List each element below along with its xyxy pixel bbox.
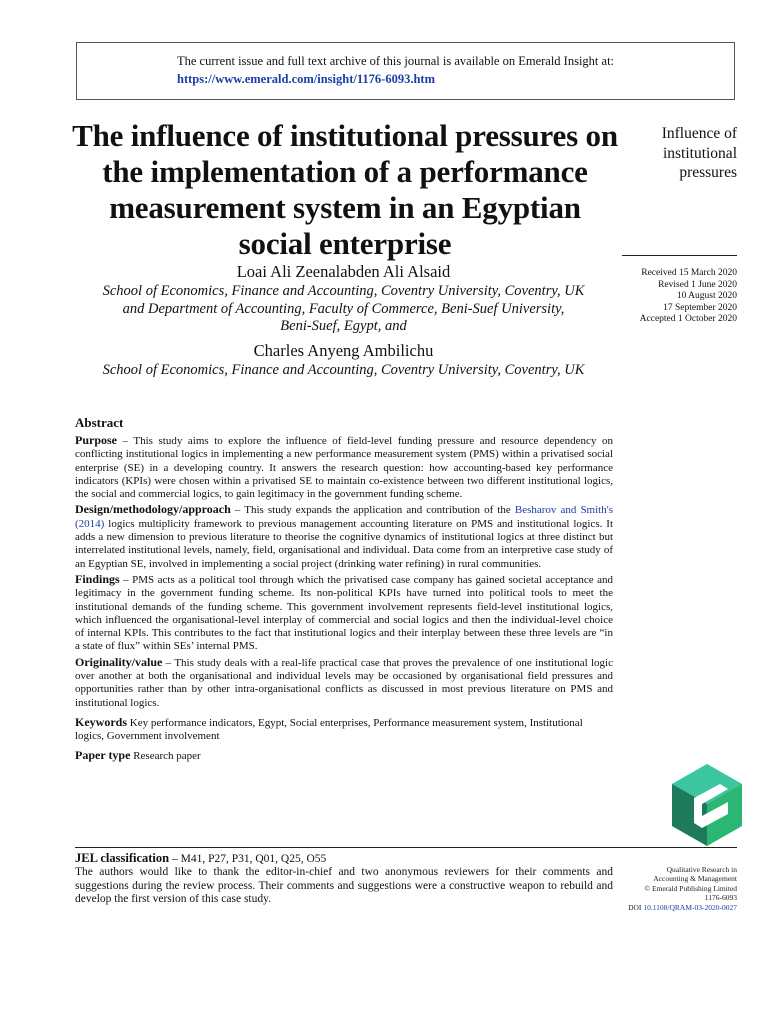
- affiliation-line: and Department of Accounting, Faculty of Commerce, Beni-Suef University,: [122, 300, 565, 317]
- jel-codes: – M41, P27, P31, Q01, Q25, O55: [169, 853, 327, 865]
- abstract-findings: [75, 573, 613, 654]
- keywords: [75, 716, 613, 744]
- abstract-section: [75, 415, 613, 765]
- archive-notice-box: [76, 42, 735, 100]
- acknowledgement: The authors would like to thank the editor-in-chief and two anonymous reviewers for their comments and suggestions during the review process. Their comments and suggestions were a constructive weapon to rebuild and develop the first version of this case study.: [75, 866, 613, 906]
- footer-divider: [75, 847, 737, 848]
- journal-copyright: © Emerald Publishing Limited: [644, 883, 737, 893]
- author-name: Loai Ali Zeenalabden Ali Alsaid: [236, 262, 451, 281]
- date-received: Received 15 March 2020: [641, 268, 737, 278]
- affiliation-line: School of Economics, Finance and Accounting, Coventry University, Coventry, UK: [102, 283, 585, 299]
- journal-issn: 1176-6093: [704, 893, 737, 903]
- date-revised: 10 August 2020: [676, 291, 737, 301]
- jel-section: [75, 852, 613, 907]
- journal-doi: [612, 903, 737, 912]
- side-divider: [622, 255, 737, 256]
- section-label: JEL classification: [75, 851, 170, 865]
- affiliation-line: Beni-Suef, Egypt, and: [280, 318, 407, 334]
- running-title-line: pressures: [679, 164, 737, 181]
- archive-notice-text: The current issue and full text archive of this journal is available on Emerald Insight at:: [177, 54, 615, 68]
- journal-name: Qualitative Research in: [666, 865, 737, 874]
- author-name: Charles Anyeng Ambilichu: [253, 341, 434, 360]
- abstract-design: [75, 503, 613, 570]
- citation-link[interactable]: Besharov and Smith's (2014): [75, 504, 613, 530]
- paper-type: [75, 749, 613, 763]
- author-affiliation: [70, 283, 617, 336]
- section-text: – PMS acts as a political tool through which the privatised case company has gained societal acceptance and legitimacy in the government funding scheme. Its non-political KPIs have turned into political tools to meet the institutional demands of the funding scheme. This government involvement represents field-level institutional logics, which influenced the organisational-level interplay of commercial and social logics and then the individual-level choice of internal KPIs. This contributes to the fact that institutional logics and their interplay between these three levels are “in a state of flux” within SEs’ internal PMS.: [75, 573, 613, 653]
- abstract-purpose: [75, 434, 613, 501]
- author-affiliation: [70, 362, 617, 380]
- section-text: Key performance indicators, Egypt, Social enterprises, Performance measurement system, Institutional logics, Government involvement: [75, 716, 583, 743]
- section-label: Findings: [75, 571, 120, 586]
- jel-classification: [75, 852, 613, 866]
- doi-label: DOI: [628, 902, 644, 912]
- section-text: logics multiplicity framework to previous management accounting literature on PMS and institutional logics. It adds a new dimension to previous literature to theorise the cognitive dynamics of institutional logics at three distinct but interrelated institutional levels, namely, field, organisational and individual. Data come from an interpretive case study of an Egyptian SE, involved in implementing a social project (drinking water refining) in rural communities.: [75, 517, 613, 570]
- doi-link[interactable]: 10.1108/QRAM-03-2020-0027: [643, 902, 737, 912]
- section-label: Originality/value: [75, 654, 163, 669]
- section-text: Research paper: [130, 749, 201, 762]
- section-text: – This study expands the application and contribution of the: [230, 504, 515, 517]
- section-text: – This study aims to explore the influence of field-level funding pressure and resource dependency on conflicting institutional logics in implementing a new performance measurement system (PMS) within a privatised social enterprise (SE) in a developing country. It answers the research question: how accounting-based key performance indicators (KPIs) were chosen within a privatised SE to maintain co-existence between two different institutional logics, the social and commercial logics, to gain legitimacy in the government funding scheme.: [75, 435, 613, 501]
- affiliation-line: School of Economics, Finance and Accounting, Coventry University, Coventry, UK: [102, 362, 585, 378]
- section-label: Keywords: [75, 714, 127, 729]
- journal-name: Accounting & Management: [653, 874, 737, 884]
- date-revised: 17 September 2020: [663, 302, 737, 313]
- section-label: Paper type: [75, 747, 131, 762]
- section-label: Design/methodology/approach: [75, 502, 231, 517]
- emerald-publishing-logo-icon: [672, 764, 742, 846]
- journal-url-link[interactable]: https://www.emerald.com/insight/1176-6093.htm: [177, 72, 435, 86]
- abstract-originality: [75, 656, 613, 710]
- running-title-line: Influence of: [661, 125, 737, 142]
- section-text: – This study deals with a real-life practical case that proves the prevalence of one institutional logic over another at both the organisational and individual levels may be occasioned by organisational field pressures and opportunities rather than by other intra-organisational conflicts as discussed in most previous literature on PMS and institutional logics.: [75, 656, 613, 709]
- section-label: Purpose: [75, 433, 117, 447]
- journal-info: [612, 865, 737, 912]
- date-accepted: Accepted 1 October 2020: [639, 314, 737, 324]
- running-title-line: institutional: [662, 144, 737, 162]
- submission-dates: [612, 268, 737, 326]
- date-revised: Revised 1 June 2020: [658, 279, 737, 290]
- running-title: [622, 124, 737, 183]
- abstract-heading: Abstract: [75, 415, 124, 430]
- paper-title: The influence of institutional pressures on the implementation of a performance measurement system in an Egyptian social enterprise: [72, 118, 618, 261]
